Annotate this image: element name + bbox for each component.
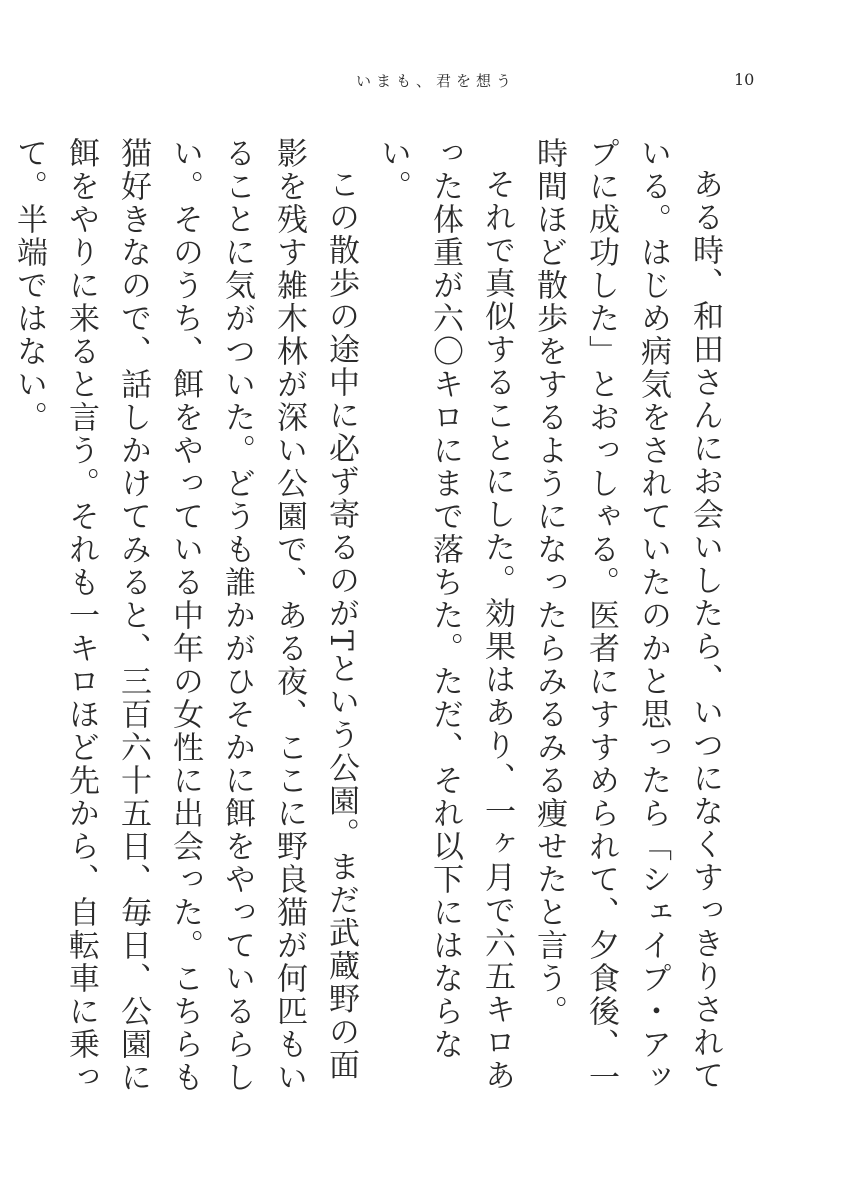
vertical-body-text (11, 137, 731, 1107)
running-title: いまも、君を想う (356, 72, 517, 90)
paragraph: ある時、和田さんにお会いしたら、いつになくすっきりされている。はじめ病気をされていたのかと思ったら「シェイプ・アップに成功した」とおっしゃる。医者にすすめられて、夕食後、一時間ほど散歩をするようになったらみるみる痩せたと言う。 (531, 137, 723, 1094)
page-number: 10 (734, 70, 755, 89)
paragraph: それで真似することにした。効果はあり、一ヶ月で六五キロあった体重が六〇キロにまで落ちた。ただ、それ以下にはならない。 (375, 137, 515, 1092)
paragraph (0, 137, 3, 1107)
paragraph: この散歩の途中に必ず寄るのがTという公園。まだ武蔵野の面影を残す雑木林が深い公園で、ある夜、ここに野良猫が何匹もいることに気がついた。どうも誰かがひそかに餌をやっているらしい。そのうち、餌をやっている中年の女性に出会った。こちらも猫好きなので、話しかけてみると、三百六十五日、毎日、公園に餌をやりに来ると言う。それも一キロほど先から、自転車に乗って。半端ではない。 (11, 137, 359, 1094)
